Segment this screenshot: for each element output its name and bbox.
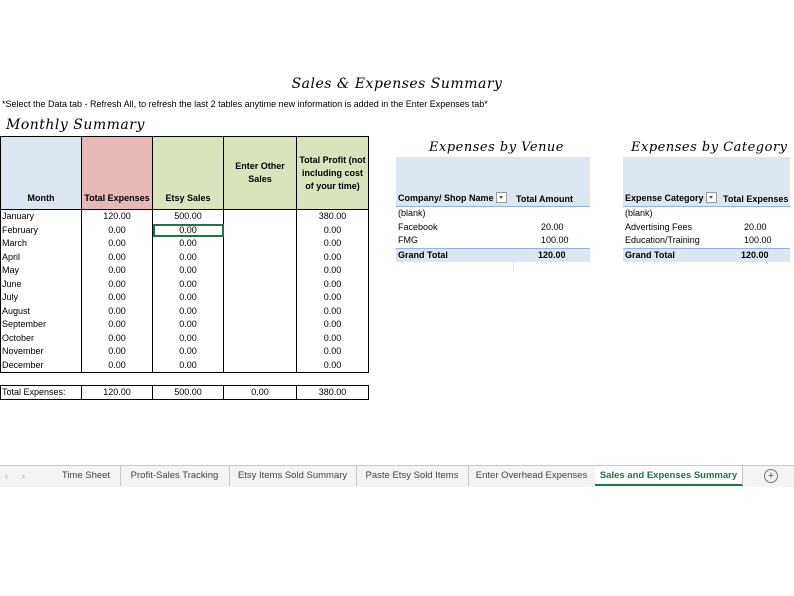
totals-expenses[interactable]: 120.00: [82, 386, 153, 400]
monthly-summary-table: [0, 136, 369, 400]
pivot-row-value: 20.00: [541, 221, 564, 232]
totals-etsy-sales[interactable]: 500.00: [153, 386, 224, 400]
etsy-sales-cell[interactable]: 0.00: [153, 359, 224, 373]
expenses-cell[interactable]: 0.00: [82, 318, 153, 332]
category-grand-total-label: Grand Total: [625, 249, 675, 260]
etsy-sales-cell[interactable]: 0.00: [153, 278, 224, 292]
totals-label[interactable]: Total Expenses:: [1, 386, 82, 400]
expenses-cell[interactable]: 0.00: [82, 264, 153, 278]
table-row: [1, 278, 369, 292]
venue-col-company[interactable]: [398, 193, 507, 204]
header-total-expenses[interactable]: Total Expenses: [82, 137, 153, 210]
other-sales-cell[interactable]: [224, 278, 297, 292]
month-cell[interactable]: February: [1, 224, 82, 238]
table-row: [1, 264, 369, 278]
category-pivot-header: [623, 157, 790, 207]
sheet-tab[interactable]: Paste Etsy Sold Items: [356, 466, 469, 486]
category-col-category[interactable]: [625, 193, 717, 204]
profit-cell[interactable]: 0.00: [297, 291, 369, 305]
venue-pivot-table: [396, 157, 590, 262]
pivot-row-label: (blank): [625, 208, 653, 218]
list-item[interactable]: [396, 207, 590, 221]
month-cell[interactable]: July: [1, 291, 82, 305]
sheet-title: Sales & Expenses Summary: [291, 76, 503, 92]
month-cell[interactable]: January: [1, 210, 82, 224]
monthly-summary-title: Monthly Summary: [6, 117, 145, 133]
header-total-profit[interactable]: Total Profit (not including cost of your time): [297, 137, 369, 210]
expenses-cell[interactable]: 120.00: [82, 210, 153, 224]
venue-grand-total-row[interactable]: [396, 248, 590, 263]
category-grand-total-row[interactable]: [623, 248, 790, 263]
etsy-sales-cell[interactable]: 0.00: [153, 332, 224, 346]
header-etsy-sales[interactable]: Etsy Sales: [153, 137, 224, 210]
table-row: [1, 332, 369, 346]
profit-cell[interactable]: 0.00: [297, 224, 369, 238]
expenses-cell[interactable]: 0.00: [82, 224, 153, 238]
expenses-cell[interactable]: 0.00: [82, 278, 153, 292]
venue-col-company-label: Company/ Shop Name: [398, 192, 494, 203]
other-sales-cell[interactable]: [224, 210, 297, 224]
profit-cell[interactable]: 0.00: [297, 318, 369, 332]
table-row: [1, 305, 369, 319]
venue-grand-total-label: Grand Total: [398, 249, 448, 260]
totals-profit[interactable]: 380.00: [297, 386, 369, 400]
etsy-sales-cell[interactable]: 0.00: [153, 251, 224, 265]
table-header-row: [1, 137, 369, 210]
venue-pivot-title: Expenses by Venue: [429, 140, 565, 155]
expenses-cell[interactable]: 0.00: [82, 237, 153, 251]
etsy-sales-cell[interactable]: 0.00: [153, 318, 224, 332]
add-sheet-icon[interactable]: +: [764, 469, 778, 483]
month-cell[interactable]: December: [1, 359, 82, 373]
profit-cell[interactable]: 0.00: [297, 305, 369, 319]
pivot-row-label: Education/Training: [625, 235, 700, 245]
pivot-row-value: 100.00: [541, 235, 569, 245]
venue-grand-total-value: 120.00: [538, 249, 566, 260]
expenses-cell[interactable]: 0.00: [82, 305, 153, 319]
profit-cell[interactable]: 0.00: [297, 251, 369, 265]
list-item[interactable]: [623, 207, 790, 221]
pivot-row-value: 20.00: [744, 221, 767, 232]
month-cell[interactable]: April: [1, 251, 82, 265]
sheet-tab[interactable]: Etsy Items Sold Summary: [229, 466, 357, 486]
expenses-cell[interactable]: 0.00: [82, 251, 153, 265]
table-row: [1, 237, 369, 251]
list-item[interactable]: [623, 221, 790, 235]
pivot-row-label: (blank): [398, 208, 426, 218]
spacer-row: [1, 373, 369, 386]
other-sales-cell[interactable]: [224, 237, 297, 251]
expenses-cell[interactable]: 0.00: [82, 332, 153, 346]
profit-cell[interactable]: 0.00: [297, 237, 369, 251]
filter-dropdown-icon[interactable]: [706, 192, 717, 203]
other-sales-cell[interactable]: [224, 332, 297, 346]
gridline: [513, 260, 514, 272]
etsy-sales-cell[interactable]: 0.00: [153, 264, 224, 278]
other-sales-cell[interactable]: [224, 291, 297, 305]
other-sales-cell[interactable]: [224, 318, 297, 332]
category-grand-total-value: 120.00: [741, 249, 769, 260]
other-sales-cell[interactable]: [224, 264, 297, 278]
filter-dropdown-icon[interactable]: [496, 192, 507, 203]
pivot-row-label: FMG: [398, 235, 418, 245]
category-rows: [623, 207, 790, 248]
category-pivot-title: Expenses by Category: [631, 140, 788, 155]
table-row: [1, 359, 369, 373]
month-cell[interactable]: September: [1, 318, 82, 332]
venue-pivot-header: [396, 157, 590, 207]
etsy-sales-cell[interactable]: 0.00: [153, 291, 224, 305]
list-item[interactable]: [396, 234, 590, 248]
pivot-row-value: 100.00: [744, 235, 772, 245]
expenses-cell[interactable]: 0.00: [82, 345, 153, 359]
profit-cell[interactable]: 0.00: [297, 278, 369, 292]
pivot-row-label: Advertising Fees: [625, 221, 693, 232]
month-cell[interactable]: June: [1, 278, 82, 292]
etsy-sales-cell[interactable]: 0.00: [153, 305, 224, 319]
table-row: [1, 345, 369, 359]
etsy-sales-cell[interactable]: 0.00: [153, 224, 224, 238]
sheet-tab-bar: [0, 465, 794, 487]
etsy-sales-cell[interactable]: 0.00: [153, 237, 224, 251]
list-item[interactable]: [623, 234, 790, 248]
table-row: [1, 251, 369, 265]
other-sales-cell[interactable]: [224, 305, 297, 319]
sheet-tab[interactable]: Sales and Expenses Summary: [595, 466, 743, 486]
pivot-row-label: Facebook: [398, 221, 438, 232]
category-pivot-table: [623, 157, 790, 262]
profit-cell[interactable]: 0.00: [297, 359, 369, 373]
header-other-sales[interactable]: Enter Other Sales: [224, 137, 297, 210]
other-sales-cell[interactable]: [224, 224, 297, 238]
tab-scroll-right-icon[interactable]: ›: [22, 471, 25, 481]
month-cell[interactable]: May: [1, 264, 82, 278]
table-row: [1, 318, 369, 332]
expenses-cell[interactable]: 0.00: [82, 359, 153, 373]
tab-scroll-left-icon[interactable]: ‹: [5, 471, 8, 481]
other-sales-cell[interactable]: [224, 359, 297, 373]
totals-other-sales[interactable]: 0.00: [224, 386, 297, 400]
month-rows: [1, 210, 369, 373]
sheet-tab[interactable]: Time Sheet: [52, 466, 121, 486]
table-row: [1, 291, 369, 305]
sheet-tab[interactable]: Enter Overhead Expenses: [468, 466, 596, 486]
venue-col-amount[interactable]: Total Amount: [516, 194, 573, 204]
month-cell[interactable]: October: [1, 332, 82, 346]
venue-rows: [396, 207, 590, 248]
totals-row: [1, 386, 369, 400]
table-row: [1, 224, 369, 238]
profit-cell[interactable]: 0.00: [297, 264, 369, 278]
sheet-tab[interactable]: Profit-Sales Tracking: [120, 466, 230, 486]
table-row: [1, 210, 369, 224]
month-cell[interactable]: November: [1, 345, 82, 359]
expenses-cell[interactable]: 0.00: [82, 291, 153, 305]
profit-cell[interactable]: 380.00: [297, 210, 369, 224]
list-item[interactable]: [396, 221, 590, 235]
other-sales-cell[interactable]: [224, 251, 297, 265]
etsy-sales-cell[interactable]: 0.00: [153, 345, 224, 359]
header-month[interactable]: Month: [1, 137, 82, 210]
profit-cell[interactable]: 0.00: [297, 345, 369, 359]
category-col-total[interactable]: Total Expenses: [723, 194, 789, 204]
other-sales-cell[interactable]: [224, 345, 297, 359]
category-col-category-label: Expense Category: [625, 192, 704, 203]
etsy-sales-cell[interactable]: 500.00: [153, 210, 224, 224]
instruction-note: *Select the Data tab - Refresh All, to refresh the last 2 tables anytime new information is added in the Enter Expenses tab*: [2, 99, 488, 109]
month-cell[interactable]: March: [1, 237, 82, 251]
profit-cell[interactable]: 0.00: [297, 332, 369, 346]
month-cell[interactable]: August: [1, 305, 82, 319]
